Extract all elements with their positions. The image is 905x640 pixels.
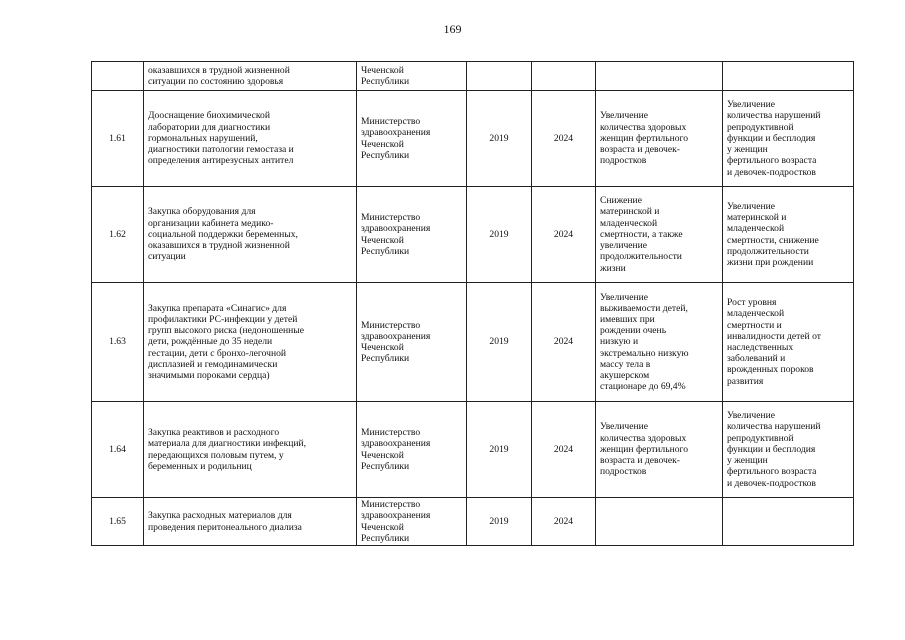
row-number-cell: 1.64 (92, 402, 144, 498)
cell-text-line: профилактики РС-инфекции у детей (148, 313, 298, 325)
cell-text-line: у женщин (727, 144, 768, 156)
cell-text-line: жизни (600, 262, 626, 274)
activity-cell (144, 62, 357, 91)
cell-text-line: количества нарушений (727, 110, 821, 122)
cell-text-line: функции и бесплодия (727, 132, 816, 144)
executor-cell (357, 283, 467, 402)
cell-text-line: передающихся половым путем, у (148, 449, 284, 461)
cell-text-line: наследственных (727, 342, 794, 353)
start-year-cell: 2019 (467, 402, 532, 498)
cell-text-line: функции и бесплодия (727, 443, 816, 455)
table-row (92, 498, 854, 546)
cell-text-line: Министерство (361, 427, 421, 439)
consequence-cell (723, 283, 854, 402)
cell-text-line: Увеличение (600, 421, 648, 433)
cell-text-line: продолжительности (727, 245, 809, 257)
cell-text-line: оказавшихся в трудной жизненной (148, 240, 290, 252)
activity-cell (144, 283, 357, 402)
start-year-cell: 2019 (467, 91, 532, 187)
cell-text-line: подростков (600, 155, 647, 167)
cell-text-line: дети, рождённые до 35 недели (148, 336, 273, 348)
cell-text-line: Республики (361, 149, 410, 161)
cell-text-line: инвалидности детей от (727, 330, 821, 342)
cell-text-line: Дооснащение биохимической (148, 110, 270, 122)
cell-text-line: здравоохранения (361, 438, 431, 450)
cell-text-line: Республики (361, 245, 410, 257)
cell-text-line: младенческой (727, 223, 785, 235)
row-number-cell: 1.61 (92, 91, 144, 187)
cell-text-line: определения антирезусных антител (148, 155, 294, 167)
cell-text-line: врожденных пороков (727, 364, 814, 376)
cell-text-line: продолжительности (600, 251, 682, 263)
end-year-cell (532, 62, 596, 91)
consequence-cell (723, 91, 854, 187)
cell-text-line: младенческой (727, 308, 785, 320)
cell-text-line: женщин фертильного (600, 443, 689, 455)
executor-cell (357, 187, 467, 283)
table-row (92, 402, 854, 498)
consequence-cell (723, 187, 854, 283)
activity-cell (144, 402, 357, 498)
cell-text-line: Закупка препарата «Синагис» для (148, 302, 287, 314)
activity-cell (144, 187, 357, 283)
cell-text-line: экстремально низкую (600, 347, 689, 359)
cell-text-line: Республики (361, 76, 410, 87)
cell-text-line: дисплазией и гемодинамически (148, 358, 278, 370)
cell-text-line: и девочек-подростков (727, 477, 816, 489)
cell-text-line: материнской и (727, 212, 787, 224)
cell-text-line: Чеченской (361, 449, 404, 461)
cell-text-line: Республики (361, 353, 410, 365)
cell-text-line: у женщин (727, 455, 768, 467)
table-row (92, 91, 854, 187)
cell-text-line: здравоохранения (361, 330, 431, 342)
cell-text-line: Закупка расходных материалов для (148, 510, 292, 522)
cell-text-line: Чеченской (361, 234, 404, 246)
cell-text-line: Увеличение (727, 410, 775, 422)
cell-text-line: увеличение (600, 240, 648, 252)
cell-text-line: Республики (361, 532, 410, 544)
start-year-cell: 2019 (467, 498, 532, 546)
cell-text-line: Республики (361, 460, 410, 472)
cell-text-line: материала для диагностики инфекций, (148, 438, 307, 450)
cell-text-line: социальной поддержки беременных, (148, 228, 298, 240)
end-year-cell: 2024 (532, 498, 596, 546)
cell-text-line: жизни при рождении (727, 256, 814, 268)
executor-cell (357, 62, 467, 91)
cell-text-line: Закупка реактивов и расходного (148, 427, 280, 439)
cell-text-line: здравоохранения (361, 127, 431, 139)
cell-text-line: Министерство (361, 116, 421, 128)
cell-text-line: Увеличение (727, 200, 775, 212)
cell-text-line: смертности и (727, 319, 782, 331)
row-number-cell (92, 62, 144, 91)
cell-text-line: развития (727, 375, 764, 387)
end-year-cell: 2024 (532, 187, 596, 283)
cell-text-line: здравоохранения (361, 510, 431, 522)
table-row (92, 62, 854, 91)
cell-text-line: фертильного возраста (727, 466, 817, 478)
activity-cell (144, 91, 357, 187)
cell-text-line: младенческой (600, 217, 658, 229)
activity-cell (144, 498, 357, 546)
cell-text-line: ситуации по состоянию здоровья (148, 76, 284, 87)
cell-text-line: лаборатории для диагностики (148, 121, 271, 133)
end-year-cell: 2024 (532, 91, 596, 187)
expected-result-cell (596, 187, 723, 283)
cell-text-line: беременных и родильниц (148, 460, 252, 472)
executor-cell (357, 91, 467, 187)
executor-cell (357, 498, 467, 546)
cell-text-line: фертильного возраста (727, 155, 817, 167)
cell-text-line: рождении очень (600, 325, 667, 337)
cell-text-line: оказавшихся в трудной жизненной (148, 64, 290, 76)
expected-result-cell (596, 498, 723, 546)
cell-text-line: смертности, а также (600, 228, 683, 240)
consequence-cell (723, 402, 854, 498)
end-year-cell: 2024 (532, 402, 596, 498)
cell-text-line: количества здоровых (600, 432, 687, 444)
cell-text-line: Закупка оборудования для (148, 206, 256, 218)
cell-text-line: заболеваний и (727, 353, 786, 365)
cell-text-line: Министерство (361, 212, 421, 224)
expected-result-cell (596, 402, 723, 498)
cell-text-line: Чеченской (361, 138, 404, 150)
cell-text-line: Министерство (361, 319, 421, 331)
cell-text-line: количества нарушений (727, 421, 821, 433)
cell-text-line: возраста и девочек- (600, 144, 680, 156)
cell-text-line: диагностики патологии гемостаза и (148, 144, 294, 156)
cell-text-line: смертности, снижение (727, 234, 819, 246)
cell-text-line: Чеченской (361, 342, 404, 353)
cell-text-line: имевших при (600, 313, 655, 325)
cell-text-line: Министерство (361, 499, 421, 511)
cell-text-line: возраста и девочек- (600, 455, 680, 467)
cell-text-line: Увеличение (600, 291, 648, 303)
cell-text-line: подростков (600, 466, 647, 478)
table-row (92, 187, 854, 283)
expected-result-cell (596, 91, 723, 187)
cell-text-line: гестации, дети с бронхо-легочной (148, 347, 287, 359)
cell-text-line: репродуктивной (727, 432, 794, 444)
cell-text-line: проведения перитонеального диализа (148, 521, 302, 533)
consequence-cell (723, 62, 854, 91)
page-number: 169 (443, 22, 462, 36)
row-number-cell: 1.62 (92, 187, 144, 283)
start-year-cell: 2019 (467, 283, 532, 402)
expected-result-cell (596, 283, 723, 402)
cell-text-line: и девочек-подростков (727, 166, 816, 178)
cell-text-line: выживаемости детей, (600, 302, 688, 314)
expected-result-cell (596, 62, 723, 91)
cell-text-line: гормональных нарушений, (148, 132, 258, 144)
cell-text-line: групп высокого риска (недоношенные (148, 325, 305, 337)
executor-cell (357, 402, 467, 498)
start-year-cell: 2019 (467, 187, 532, 283)
cell-text-line: акушерском (600, 370, 650, 381)
cell-text-line: количества здоровых (600, 121, 687, 133)
end-year-cell: 2024 (532, 283, 596, 402)
cell-text-line: женщин фертильного (600, 132, 689, 144)
table-row (92, 283, 854, 402)
program-activities-table (91, 61, 854, 546)
cell-text-line: материнской и (600, 206, 660, 218)
row-number-cell: 1.65 (92, 498, 144, 546)
row-number-cell: 1.63 (92, 283, 144, 402)
start-year-cell (467, 62, 532, 91)
cell-text-line: Увеличение (600, 110, 648, 122)
cell-text-line: Рост уровня (727, 297, 777, 309)
cell-text-line: ситуации (148, 251, 186, 263)
cell-text-line: Чеченской (361, 64, 404, 76)
cell-text-line: низкую и (600, 336, 639, 348)
cell-text-line: массу тела в (600, 358, 651, 370)
cell-text-line: стационаре до 69,4% (600, 381, 686, 393)
cell-text-line: Чеченской (361, 521, 404, 533)
cell-text-line: репродуктивной (727, 121, 794, 133)
cell-text-line: здравоохранения (361, 223, 431, 235)
cell-text-line: Увеличение (727, 99, 775, 111)
cell-text-line: Снижение (600, 195, 642, 207)
cell-text-line: значимыми пороками сердца) (148, 370, 270, 381)
cell-text-line: организации кабинета медико- (148, 217, 274, 229)
consequence-cell (723, 498, 854, 546)
